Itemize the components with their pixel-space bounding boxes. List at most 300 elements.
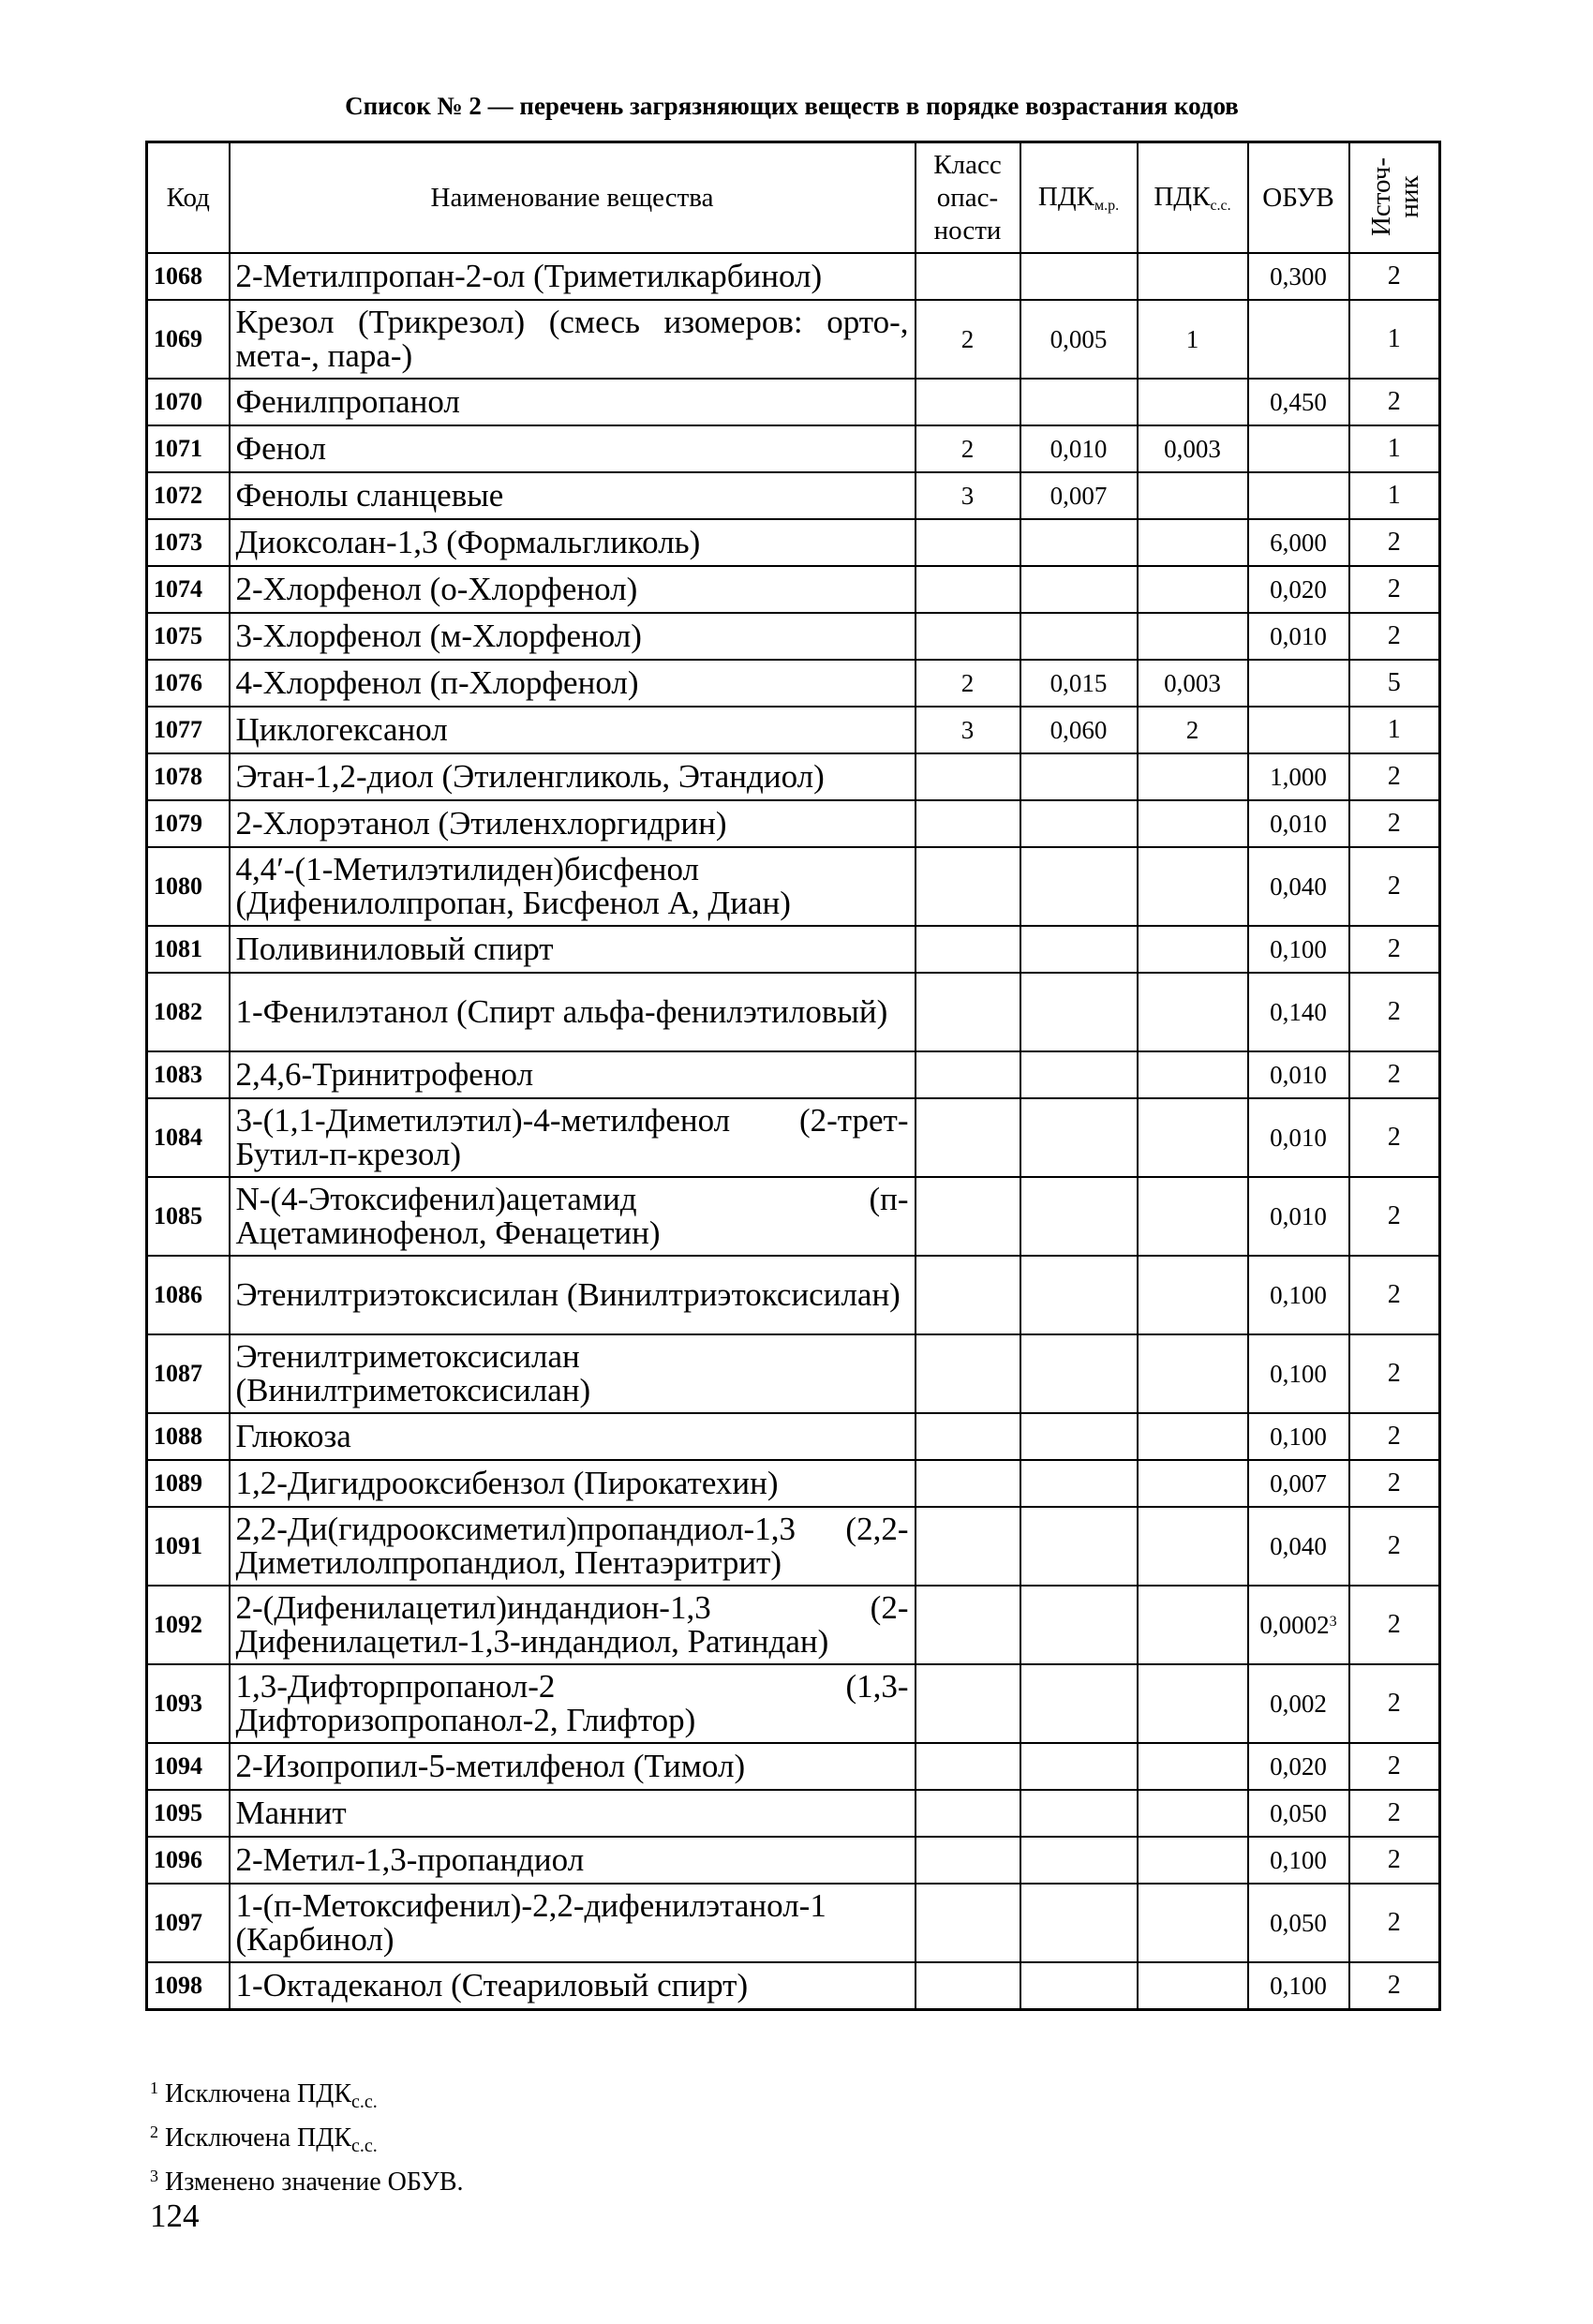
row-name-text: Крезол (Трикрезол) (смесь изомеров: орто-, мета-, пара-) bbox=[235, 304, 909, 374]
row-code-text: 1068 bbox=[154, 262, 202, 290]
row-source bbox=[1349, 973, 1440, 1051]
row-code-text: 1077 bbox=[154, 716, 202, 743]
table-row bbox=[147, 300, 1440, 379]
row-code bbox=[147, 1962, 230, 2010]
row-name-text: 1-(п-Метоксифенил)-2,2-дифенилэтанол-1 (Карбинол) bbox=[235, 1887, 826, 1958]
row-hazard-class bbox=[916, 472, 1020, 519]
row-hazard-class bbox=[916, 660, 1020, 707]
row-name-text: N-(4-Этоксифенил)ацетамид (п-Ацетаминофенол, Фенацетин) bbox=[235, 1181, 909, 1251]
row-source-text: 1 bbox=[1387, 434, 1401, 463]
row-code-text: 1086 bbox=[154, 1281, 202, 1308]
row-name-text: 4,4′-(1-Метилэтилиден)бисфенол (Дифенилолпропан, Бисфенол А, Диан) bbox=[235, 851, 791, 921]
row-code-text: 1076 bbox=[154, 669, 202, 696]
row-name bbox=[230, 1837, 916, 1884]
row-code-text: 1075 bbox=[154, 622, 202, 649]
header-pdk-mr-sub: м.р. bbox=[1094, 197, 1120, 214]
row-source bbox=[1349, 1790, 1440, 1837]
row-hazard-class bbox=[916, 425, 1020, 472]
row-code-text: 1089 bbox=[154, 1469, 202, 1497]
table-row bbox=[147, 379, 1440, 425]
row-name bbox=[230, 1256, 916, 1334]
row-code-text: 1069 bbox=[154, 325, 202, 352]
row-code-text: 1082 bbox=[154, 998, 202, 1025]
row-hazard-class-text: 2 bbox=[960, 324, 975, 353]
table-row bbox=[147, 660, 1440, 707]
row-pdk-ss bbox=[1138, 1790, 1248, 1837]
row-hazard-class bbox=[916, 519, 1020, 566]
row-name bbox=[230, 253, 916, 300]
row-name bbox=[230, 566, 916, 613]
table-header-row bbox=[147, 142, 1440, 254]
row-name-text: 4-Хлорфенол (п-Хлорфенол) bbox=[235, 664, 639, 701]
row-code bbox=[147, 847, 230, 926]
row-pdk-mr bbox=[1020, 1586, 1138, 1664]
table-row bbox=[147, 472, 1440, 519]
row-name-text: Диоксолан-1,3 (Формальгликоль) bbox=[235, 524, 701, 560]
row-code-text: 1095 bbox=[154, 1799, 202, 1826]
row-obuv bbox=[1248, 1962, 1349, 2010]
row-pdk-mr-text: 0,007 bbox=[1050, 481, 1108, 510]
row-name bbox=[230, 1051, 916, 1098]
row-pdk-ss bbox=[1138, 1837, 1248, 1884]
table-row bbox=[147, 1413, 1440, 1460]
row-name bbox=[230, 1460, 916, 1507]
row-obuv bbox=[1248, 472, 1349, 519]
row-hazard-class bbox=[916, 926, 1020, 973]
row-source-text: 2 bbox=[1387, 574, 1401, 603]
row-source bbox=[1349, 253, 1440, 300]
row-hazard-class bbox=[916, 1962, 1020, 2010]
row-obuv bbox=[1248, 425, 1349, 472]
row-code bbox=[147, 1586, 230, 1664]
row-pdk-ss-text: 2 bbox=[1185, 715, 1199, 744]
row-name-text: Маннит bbox=[235, 1795, 347, 1831]
header-class-line: Класс bbox=[933, 149, 1002, 180]
row-name bbox=[230, 1664, 916, 1743]
row-name-text: 3-(1,1-Диметилэтил)-4-метилфенол (2-трет-Бутил-п-крезол) bbox=[235, 1102, 909, 1172]
row-obuv-text: 0,010 bbox=[1270, 809, 1327, 838]
row-pdk-ss-text: 1 bbox=[1185, 324, 1199, 353]
row-pdk-mr bbox=[1020, 973, 1138, 1051]
row-source-text: 2 bbox=[1387, 997, 1401, 1026]
footnote bbox=[150, 2117, 464, 2161]
row-source bbox=[1349, 425, 1440, 472]
page-title: Список № 2 — перечень загрязняющих веществ в порядке возрастания кодов bbox=[345, 92, 1239, 120]
table-row bbox=[147, 1884, 1440, 1962]
row-source bbox=[1349, 300, 1440, 379]
header-source-vertical bbox=[1367, 157, 1423, 236]
row-pdk-ss bbox=[1138, 1586, 1248, 1664]
row-source-text: 2 bbox=[1387, 1359, 1401, 1388]
row-name bbox=[230, 1790, 916, 1837]
row-pdk-mr bbox=[1020, 1743, 1138, 1790]
row-source bbox=[1349, 1837, 1440, 1884]
table-row bbox=[147, 847, 1440, 926]
row-source-text: 5 bbox=[1387, 668, 1401, 697]
header-source-line: Источ- bbox=[1365, 156, 1396, 237]
row-pdk-ss bbox=[1138, 1884, 1248, 1962]
row-pdk-mr bbox=[1020, 1177, 1138, 1256]
row-source-text: 2 bbox=[1387, 809, 1401, 838]
row-obuv bbox=[1248, 1098, 1349, 1177]
row-source bbox=[1349, 1884, 1440, 1962]
footnote-mark: 3 bbox=[150, 2167, 158, 2185]
header-pdk-ss bbox=[1138, 142, 1248, 254]
row-pdk-mr bbox=[1020, 926, 1138, 973]
row-pdk-ss bbox=[1138, 425, 1248, 472]
row-code-text: 1074 bbox=[154, 575, 202, 603]
table-row bbox=[147, 1177, 1440, 1256]
row-obuv bbox=[1248, 1051, 1349, 1098]
row-hazard-class bbox=[916, 707, 1020, 753]
row-code-text: 1084 bbox=[154, 1124, 202, 1151]
row-name bbox=[230, 1884, 916, 1962]
footnote-text: Исключена ПДК bbox=[165, 2123, 351, 2153]
row-obuv-text: 0,0002 bbox=[1259, 1610, 1330, 1639]
row-code bbox=[147, 1884, 230, 1962]
row-pdk-ss bbox=[1138, 1177, 1248, 1256]
row-source-text: 2 bbox=[1387, 872, 1401, 901]
row-obuv bbox=[1248, 926, 1349, 973]
row-obuv-text: 0,100 bbox=[1270, 1971, 1327, 2000]
row-source bbox=[1349, 472, 1440, 519]
table-row bbox=[147, 1586, 1440, 1664]
row-pdk-mr bbox=[1020, 1664, 1138, 1743]
row-obuv-text: 0,050 bbox=[1270, 1908, 1327, 1937]
row-code-text: 1094 bbox=[154, 1752, 202, 1780]
row-pdk-mr bbox=[1020, 660, 1138, 707]
table-row bbox=[147, 926, 1440, 973]
row-source-text: 2 bbox=[1387, 1060, 1401, 1089]
header-pdk-ss-label: ПДК bbox=[1154, 181, 1211, 212]
row-source bbox=[1349, 1413, 1440, 1460]
table-row bbox=[147, 707, 1440, 753]
table-row bbox=[147, 1460, 1440, 1507]
row-obuv-text: 0,100 bbox=[1270, 1280, 1327, 1309]
page-number: 124 bbox=[150, 2197, 200, 2234]
row-source-text: 2 bbox=[1387, 1798, 1401, 1827]
row-pdk-ss bbox=[1138, 1051, 1248, 1098]
row-pdk-ss bbox=[1138, 1460, 1248, 1507]
row-name bbox=[230, 1098, 916, 1177]
row-source-text: 2 bbox=[1387, 1531, 1401, 1560]
table-row bbox=[147, 613, 1440, 660]
row-source-text: 2 bbox=[1387, 1468, 1401, 1497]
row-pdk-ss-text: 0,003 bbox=[1164, 668, 1221, 697]
row-hazard-class-text: 2 bbox=[960, 434, 975, 463]
row-pdk-ss bbox=[1138, 1962, 1248, 2010]
row-source-text: 2 bbox=[1387, 387, 1401, 416]
row-pdk-mr bbox=[1020, 800, 1138, 847]
row-code-text: 1093 bbox=[154, 1690, 202, 1717]
row-source bbox=[1349, 379, 1440, 425]
row-pdk-ss bbox=[1138, 973, 1248, 1051]
row-source-text: 2 bbox=[1387, 621, 1401, 650]
row-obuv bbox=[1248, 1743, 1349, 1790]
row-hazard-class bbox=[916, 847, 1020, 926]
row-name bbox=[230, 1962, 916, 2010]
row-code bbox=[147, 973, 230, 1051]
row-pdk-mr bbox=[1020, 753, 1138, 800]
row-hazard-class bbox=[916, 300, 1020, 379]
row-pdk-mr bbox=[1020, 1051, 1138, 1098]
row-name-text: 2-(Дифенилацетил)индандион-1,3 (2-Дифенилацетил-1,3-индандиол, Ратиндан) bbox=[235, 1589, 909, 1660]
row-pdk-mr bbox=[1020, 1507, 1138, 1586]
row-name bbox=[230, 1177, 916, 1256]
row-pdk-ss bbox=[1138, 1256, 1248, 1334]
table-body bbox=[147, 253, 1440, 2010]
row-source-text: 2 bbox=[1387, 1689, 1401, 1718]
table-row bbox=[147, 1664, 1440, 1743]
row-obuv-text: 0,100 bbox=[1270, 934, 1327, 963]
row-obuv bbox=[1248, 847, 1349, 926]
row-obuv-text: 0,007 bbox=[1270, 1468, 1327, 1497]
row-obuv-text: 0,040 bbox=[1270, 872, 1327, 901]
row-hazard-class-text: 2 bbox=[960, 668, 975, 697]
row-code-text: 1096 bbox=[154, 1846, 202, 1873]
row-pdk-mr bbox=[1020, 519, 1138, 566]
row-name bbox=[230, 379, 916, 425]
row-obuv-text: 0,140 bbox=[1270, 997, 1327, 1026]
row-hazard-class bbox=[916, 1586, 1020, 1664]
row-hazard-class bbox=[916, 1334, 1020, 1413]
row-hazard-class bbox=[916, 1507, 1020, 1586]
row-code bbox=[147, 800, 230, 847]
row-source bbox=[1349, 847, 1440, 926]
row-pdk-ss bbox=[1138, 753, 1248, 800]
row-source-text: 2 bbox=[1387, 934, 1401, 963]
row-obuv-text: 0,010 bbox=[1270, 1201, 1327, 1230]
table-row bbox=[147, 1790, 1440, 1837]
footnote-sub: с.с. bbox=[351, 2092, 378, 2112]
header-source bbox=[1349, 142, 1440, 254]
row-hazard-class bbox=[916, 1837, 1020, 1884]
row-hazard-class bbox=[916, 1790, 1020, 1837]
row-hazard-class bbox=[916, 1460, 1020, 1507]
row-obuv bbox=[1248, 1586, 1349, 1664]
row-name bbox=[230, 1507, 916, 1586]
row-source-text: 2 bbox=[1387, 762, 1401, 791]
row-source-text: 1 bbox=[1387, 324, 1401, 353]
row-name-text: 1-Фенилэтанол (Спирт альфа-фенилэтиловый) bbox=[235, 993, 888, 1030]
row-code bbox=[147, 1790, 230, 1837]
row-source bbox=[1349, 707, 1440, 753]
row-code bbox=[147, 613, 230, 660]
row-obuv-text: 1,000 bbox=[1270, 762, 1327, 791]
row-code-text: 1073 bbox=[154, 529, 202, 556]
row-source bbox=[1349, 1334, 1440, 1413]
row-obuv bbox=[1248, 1790, 1349, 1837]
row-code bbox=[147, 753, 230, 800]
row-pdk-mr bbox=[1020, 1334, 1138, 1413]
row-name-text: Фенолы сланцевые bbox=[235, 477, 504, 514]
table-row bbox=[147, 1051, 1440, 1098]
row-obuv bbox=[1248, 1664, 1349, 1743]
row-code-text: 1092 bbox=[154, 1611, 202, 1638]
row-pdk-mr bbox=[1020, 1837, 1138, 1884]
row-name-text: 2,4,6-Тринитрофенол bbox=[235, 1056, 534, 1093]
row-hazard-class bbox=[916, 1664, 1020, 1743]
row-code bbox=[147, 926, 230, 973]
footnote-mark: 2 bbox=[150, 2123, 158, 2141]
row-name-text: Этан-1,2-диол (Этиленгликоль, Этандиол) bbox=[235, 758, 825, 795]
row-source bbox=[1349, 926, 1440, 973]
row-obuv-text: 6,000 bbox=[1270, 528, 1327, 557]
row-hazard-class bbox=[916, 800, 1020, 847]
header-pdk-mr-label: ПДК bbox=[1037, 181, 1094, 212]
row-pdk-ss-text: 0,003 bbox=[1164, 434, 1221, 463]
row-source-text: 2 bbox=[1387, 1280, 1401, 1309]
row-obuv bbox=[1248, 1177, 1349, 1256]
table-row bbox=[147, 1507, 1440, 1586]
row-pdk-ss bbox=[1138, 1098, 1248, 1177]
row-pdk-mr bbox=[1020, 425, 1138, 472]
row-name-text: 2-Хлорфенол (о-Хлорфенол) bbox=[235, 571, 638, 607]
row-name-text: 3-Хлорфенол (м-Хлорфенол) bbox=[235, 618, 642, 654]
row-hazard-class bbox=[916, 253, 1020, 300]
row-name bbox=[230, 425, 916, 472]
row-source bbox=[1349, 1177, 1440, 1256]
row-code bbox=[147, 1051, 230, 1098]
table-row bbox=[147, 1098, 1440, 1177]
row-name-text: 2-Изопропил-5-метилфенол (Тимол) bbox=[235, 1748, 746, 1784]
row-name bbox=[230, 926, 916, 973]
row-obuv-text: 0,020 bbox=[1270, 574, 1327, 603]
row-hazard-class bbox=[916, 1884, 1020, 1962]
footnote-text: Изменено значение ОБУВ. bbox=[165, 2168, 464, 2197]
row-code bbox=[147, 1256, 230, 1334]
row-hazard-class bbox=[916, 1098, 1020, 1177]
row-name-text: 2-Метилпропан-2-ол (Триметилкарбинол) bbox=[235, 258, 823, 294]
row-source-text: 2 bbox=[1387, 1751, 1401, 1780]
row-obuv bbox=[1248, 707, 1349, 753]
row-pdk-ss bbox=[1138, 847, 1248, 926]
row-pdk-mr-text: 0,015 bbox=[1050, 668, 1108, 697]
row-pdk-mr-text: 0,010 bbox=[1050, 434, 1108, 463]
row-code bbox=[147, 1837, 230, 1884]
header-class-line: опас- bbox=[936, 182, 999, 213]
header-obuv: ОБУВ bbox=[1248, 142, 1349, 254]
row-pdk-mr bbox=[1020, 1460, 1138, 1507]
row-pdk-ss bbox=[1138, 1334, 1248, 1413]
row-pdk-mr bbox=[1020, 1256, 1138, 1334]
row-code bbox=[147, 707, 230, 753]
row-name-text: 1,2-Дигидрооксибензол (Пирокатехин) bbox=[235, 1465, 779, 1501]
row-obuv bbox=[1248, 1507, 1349, 1586]
row-name-text: Этенилтриэтоксисилан (Винилтриэтоксисилан) bbox=[235, 1276, 901, 1313]
row-name bbox=[230, 1586, 916, 1664]
row-name bbox=[230, 660, 916, 707]
row-pdk-ss bbox=[1138, 472, 1248, 519]
row-code bbox=[147, 1177, 230, 1256]
row-source-text: 2 bbox=[1387, 1971, 1401, 2000]
row-pdk-mr bbox=[1020, 707, 1138, 753]
footnotes bbox=[150, 2073, 464, 2197]
row-code-text: 1083 bbox=[154, 1061, 202, 1088]
row-code bbox=[147, 1743, 230, 1790]
row-hazard-class-text: 3 bbox=[960, 481, 975, 510]
table-row bbox=[147, 1743, 1440, 1790]
row-obuv bbox=[1248, 253, 1349, 300]
row-code bbox=[147, 1098, 230, 1177]
row-name bbox=[230, 1413, 916, 1460]
row-pdk-ss bbox=[1138, 1507, 1248, 1586]
row-pdk-ss bbox=[1138, 253, 1248, 300]
row-name-text: 2-Хлорэтанол (Этиленхлоргидрин) bbox=[235, 805, 727, 842]
table-row bbox=[147, 1334, 1440, 1413]
row-pdk-mr bbox=[1020, 1790, 1138, 1837]
table-row bbox=[147, 519, 1440, 566]
row-obuv bbox=[1248, 1837, 1349, 1884]
row-pdk-mr bbox=[1020, 472, 1138, 519]
row-pdk-mr-text: 0,060 bbox=[1050, 715, 1108, 744]
row-hazard-class bbox=[916, 753, 1020, 800]
footnote-ref: 3 bbox=[1329, 1613, 1337, 1630]
row-pdk-ss bbox=[1138, 519, 1248, 566]
row-hazard-class bbox=[916, 1051, 1020, 1098]
row-pdk-mr bbox=[1020, 300, 1138, 379]
row-name bbox=[230, 707, 916, 753]
row-name bbox=[230, 613, 916, 660]
table-row bbox=[147, 253, 1440, 300]
row-obuv bbox=[1248, 379, 1349, 425]
row-obuv bbox=[1248, 660, 1349, 707]
row-code-text: 1098 bbox=[154, 1972, 202, 1999]
row-hazard-class bbox=[916, 973, 1020, 1051]
footnote-mark: 1 bbox=[150, 2078, 158, 2097]
row-obuv bbox=[1248, 1256, 1349, 1334]
table-row bbox=[147, 1962, 1440, 2010]
row-obuv-text: 0,100 bbox=[1270, 1845, 1327, 1874]
header-source-line: ник bbox=[1393, 175, 1424, 218]
row-name-text: 2,2-Ди(гидрооксиметил)пропандиол-1,3 (2,2-Диметилолпропандиол, Пентаэритрит) bbox=[235, 1511, 909, 1581]
table-row bbox=[147, 800, 1440, 847]
row-obuv bbox=[1248, 800, 1349, 847]
row-source-text: 2 bbox=[1387, 1610, 1401, 1639]
row-pdk-ss bbox=[1138, 800, 1248, 847]
footnote-text: Исключена ПДК bbox=[165, 2079, 351, 2108]
row-obuv-text: 0,450 bbox=[1270, 387, 1327, 416]
row-obuv bbox=[1248, 519, 1349, 566]
row-obuv bbox=[1248, 1413, 1349, 1460]
row-pdk-mr bbox=[1020, 253, 1138, 300]
row-obuv bbox=[1248, 1460, 1349, 1507]
row-code-text: 1085 bbox=[154, 1202, 202, 1229]
table-row bbox=[147, 753, 1440, 800]
row-obuv-text: 0,100 bbox=[1270, 1422, 1327, 1451]
row-pdk-mr bbox=[1020, 1098, 1138, 1177]
row-code bbox=[147, 300, 230, 379]
row-code-text: 1070 bbox=[154, 388, 202, 415]
row-source-text: 1 bbox=[1387, 715, 1401, 744]
row-code-text: 1079 bbox=[154, 810, 202, 837]
row-name bbox=[230, 300, 916, 379]
row-code bbox=[147, 1507, 230, 1586]
row-source bbox=[1349, 753, 1440, 800]
row-name-text: Глюкоза bbox=[235, 1418, 351, 1454]
row-source-text: 1 bbox=[1387, 481, 1401, 510]
row-pdk-mr bbox=[1020, 379, 1138, 425]
row-code-text: 1097 bbox=[154, 1909, 202, 1936]
row-name bbox=[230, 753, 916, 800]
row-hazard-class bbox=[916, 1256, 1020, 1334]
row-pdk-ss bbox=[1138, 707, 1248, 753]
row-code-text: 1071 bbox=[154, 435, 202, 462]
row-source bbox=[1349, 519, 1440, 566]
row-pdk-ss bbox=[1138, 300, 1248, 379]
row-obuv bbox=[1248, 1884, 1349, 1962]
row-source bbox=[1349, 1962, 1440, 2010]
